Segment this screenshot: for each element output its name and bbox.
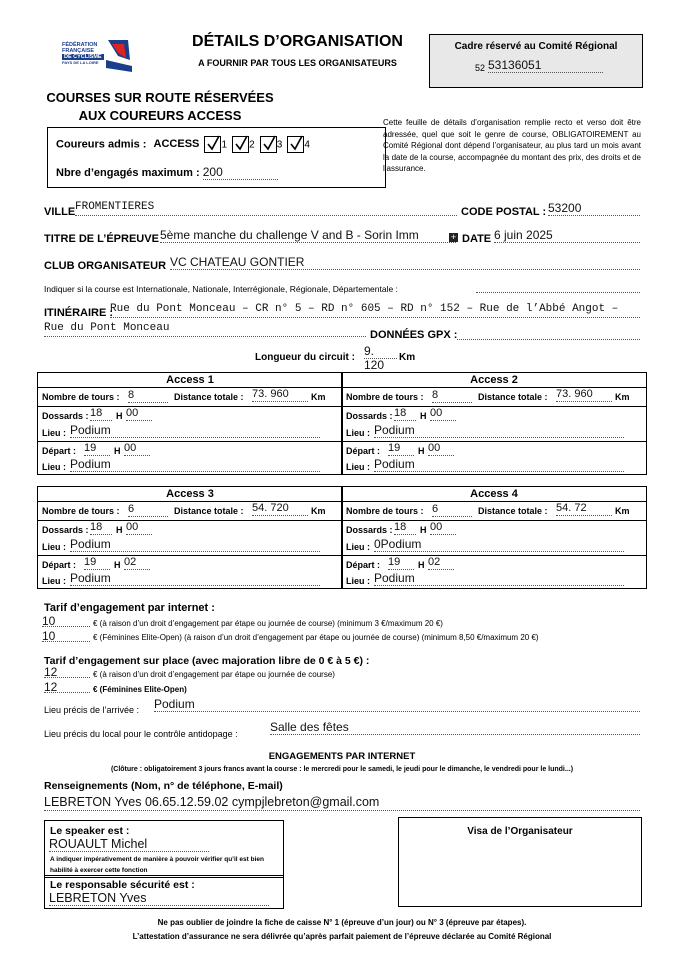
tours-label: Nombre de tours : [346, 392, 424, 402]
engagements-title: ENGAGEMENTS PAR INTERNET [268, 751, 416, 762]
securite-input[interactable]: LEBRETON Yves [49, 891, 269, 906]
depart-minute-input[interactable]: 02 [124, 556, 150, 570]
max-value[interactable]: 200 [203, 165, 278, 180]
distance-input[interactable]: 73. 960 [252, 388, 308, 402]
distance-label: Distance totale : [174, 392, 244, 402]
tarif-place-title: Tarif d’engagement sur place (avec majoration libre de 0 € à 5 €) : [44, 655, 370, 667]
itin-line2[interactable]: Rue du Pont Monceau [44, 322, 366, 337]
depart-label: Départ : [42, 560, 77, 570]
page-subtitle: A FOURNIR PAR TOUS LES ORGANISATEURS [198, 58, 397, 68]
depart-hour-input[interactable]: 19 [388, 442, 414, 456]
depart-hour-input[interactable]: 19 [84, 556, 110, 570]
date-input[interactable]: 6 juin 2025 [494, 228, 640, 243]
lieu-dossards-input[interactable]: Podium [70, 537, 320, 552]
tours-row [38, 388, 342, 407]
tours-input[interactable]: 6 [128, 503, 168, 517]
securite-box [44, 875, 284, 909]
gpx-label: DONNÉES GPX : [370, 329, 458, 341]
dossards-label: Dossards : [346, 411, 393, 421]
tours-row [342, 502, 646, 521]
dossards-row [342, 407, 646, 442]
circuit-input[interactable]: 9. 120 [364, 344, 397, 359]
distance-label: Distance totale : [174, 506, 244, 516]
lieu-label: Lieu : [42, 542, 66, 552]
dossards-row [38, 521, 342, 556]
access-1-label: 1 [221, 139, 227, 151]
lieu-label: Lieu : [346, 542, 370, 552]
tarif-place-t1: € (à raison d’un droit d’engagement par étape ou journée de course) [93, 670, 335, 679]
intro-text: Cette feuille de détails d’organisation remplie recto et verso doit être adressée, quel que soit le genre de course, OBLIGATOIREMENT au Comité Régional dont dépend l’organisateur, au plus tard un mois avant la date de la course, accompagnée du montant des prix, des droits et de l’assurance. [383, 118, 641, 173]
distance-input[interactable]: 54. 72 [556, 502, 612, 516]
depart-label: Départ : [346, 446, 381, 456]
footer-line1: Ne pas oublier de joindre la fiche de caisse N° 1 (épreuve d’un jour) ou N° 3 (épreuve par étapes). [157, 918, 527, 927]
page-title: DÉTAILS D’ORGANISATION [192, 33, 403, 50]
course-type-line1: COURSES SUR ROUTE RÉSERVÉES [46, 90, 274, 105]
itin-line1[interactable]: Rue du Pont Monceau – CR n° 5 – RD n° 605 – RD n° 152 – Rue de l’Abbé Angot – [110, 303, 640, 318]
logo-text-4: PAYS DE LA LOIRE [62, 60, 99, 65]
lieu-label: Lieu : [42, 576, 66, 586]
cp-input[interactable]: 53200 [548, 201, 640, 216]
indiquer-label: Indiquer si la course est Internationale, Nationale, Interrégionale, Régionale, Départementale : [44, 284, 398, 294]
date-label: DATE [462, 233, 492, 245]
circuit-unit: Km [399, 352, 416, 363]
tours-row [342, 388, 646, 407]
h-label: H [420, 525, 427, 535]
dossards-minute-input[interactable]: 00 [430, 521, 456, 535]
h-label: H [114, 446, 121, 456]
visa-box [398, 817, 642, 907]
ville-label: VILLE [44, 206, 76, 218]
dossards-label: Dossards : [42, 525, 89, 535]
distance-input[interactable]: 54. 720 [252, 502, 308, 516]
admis-label: Coureurs admis : [56, 138, 147, 151]
dossards-row [38, 407, 342, 442]
access-table-title: Access 2 [342, 373, 646, 388]
depart-minute-input[interactable]: 00 [428, 442, 454, 456]
max-row [56, 165, 278, 180]
lieu-depart-input[interactable]: Podium [374, 571, 624, 586]
dossards-hour-input[interactable]: 18 [394, 521, 416, 535]
depart-row [342, 556, 646, 588]
tours-label: Nombre de tours : [346, 506, 424, 516]
depart-minute-input[interactable]: 00 [124, 442, 150, 456]
access-4-label: 4 [304, 139, 310, 151]
antidopage-input[interactable]: Salle des fêtes [270, 720, 640, 735]
access-1-checkbox[interactable] [204, 136, 221, 153]
tours-input[interactable]: 6 [432, 503, 472, 517]
access-label: ACCESS [153, 138, 200, 151]
tarif-place-t2: € (Féminines Elite-Open) [93, 685, 187, 694]
lieu-label: Lieu : [346, 428, 370, 438]
club-input[interactable]: VC CHATEAU GONTIER [170, 255, 640, 270]
ffc-logo [58, 38, 134, 76]
check-icon [206, 135, 220, 151]
lieu-dossards-input[interactable]: 0Podium [374, 537, 624, 552]
access-2-label: 2 [249, 139, 255, 151]
course-type-line2: AUX COUREURS ACCESS [78, 108, 242, 123]
lieu-dossards-input[interactable]: Podium [70, 423, 320, 438]
tours-input[interactable]: 8 [432, 389, 472, 403]
dossards-row [342, 521, 646, 556]
access-table-title: Access 1 [38, 373, 342, 388]
logo-text-1: FÉDÉRATION [62, 42, 98, 48]
depart-minute-input[interactable]: 02 [428, 556, 454, 570]
speaker-input[interactable]: ROUAULT Michel [49, 837, 209, 852]
depart-label: Départ : [346, 560, 381, 570]
club-label: CLUB ORGANISATEUR [44, 260, 167, 272]
access-table-title: Access 4 [342, 487, 646, 502]
lieu-label: Lieu : [42, 428, 66, 438]
circuit-label: Longueur du circuit : [255, 352, 355, 363]
tarif-internet-v1[interactable]: 10 [42, 614, 90, 627]
distance-input[interactable]: 73. 960 [556, 388, 612, 402]
depart-hour-input[interactable]: 19 [84, 442, 110, 456]
dossards-minute-input[interactable]: 00 [126, 407, 152, 421]
rens-input[interactable]: LEBRETON Yves 06.65.12.59.02 cympjlebreton@gmail.com [44, 795, 640, 811]
tours-input[interactable]: 8 [128, 389, 168, 403]
check-icon [289, 135, 303, 151]
engagements-cloture: (Clôture : obligatoirement 3 jours francs avant la course : le mercredi pour le samedi, le jeudi pour le dimanche, le vendredi pour le lundi...) [110, 766, 574, 773]
admis-row [56, 136, 310, 153]
lieu-depart-input[interactable]: Podium [70, 571, 320, 586]
distance-label: Distance totale : [478, 392, 548, 402]
tarif-place-v1[interactable]: 12 [44, 665, 90, 678]
logo-text-3: DE CYCLISME [64, 54, 102, 60]
depart-row [342, 442, 646, 474]
antidopage-label: Lieu précis du local pour le contrôle antidopage : [44, 729, 238, 739]
tarif-internet-title: Tarif d’engagement par internet : [44, 602, 215, 614]
speaker-note: A indiquer impérativement de manière à pouvoir vérifier qu’il est bien habilité à exercer cette fonction [50, 856, 264, 874]
ville-input[interactable]: FROMENTIERES [75, 201, 457, 216]
h-label: H [116, 411, 123, 421]
access-table-4 [341, 486, 647, 589]
lieu-depart-input[interactable]: Podium [374, 457, 624, 472]
arrivee-input[interactable]: Podium [154, 697, 640, 712]
tours-label: Nombre de tours : [42, 506, 120, 516]
tarif-internet-v2[interactable]: 10 [42, 629, 90, 642]
lieu-label: Lieu : [346, 462, 370, 472]
access-table-2 [341, 372, 647, 475]
h-label: H [114, 560, 121, 570]
lieu-depart-input[interactable]: Podium [70, 457, 320, 472]
visa-label: Visa de l’Organisateur [467, 826, 573, 837]
access-4-checkbox[interactable] [287, 136, 304, 153]
lieu-dossards-input[interactable]: Podium [374, 423, 624, 438]
itin-label: ITINÉRAIRE : [44, 307, 114, 319]
titre-input[interactable]: 5ème manche du challenge V and B - Sorin Imm [160, 228, 456, 243]
depart-hour-input[interactable]: 19 [388, 556, 414, 570]
arrivee-label: Lieu précis de l’arrivée : [44, 705, 140, 715]
distance-label: Distance totale : [478, 506, 548, 516]
h-label: H [418, 560, 425, 570]
regional-number: 53136051 [488, 58, 603, 73]
tours-row [38, 502, 342, 521]
max-label: Nbre d’engagés maximum : [56, 167, 200, 179]
footer-line2: L’attestation d’assurance ne sera délivrée qu’après parfait paiement de l’épreuve déclarée au Comité Régional [132, 932, 552, 941]
access-table-3 [37, 486, 343, 589]
km-label: Km [311, 506, 326, 516]
admis-box [47, 127, 386, 188]
km-label: Km [615, 506, 630, 516]
securite-label: Le responsable sécurité est : [50, 879, 195, 891]
dossards-hour-input[interactable]: 18 [394, 407, 416, 421]
rens-label: Renseignements (Nom, n° de téléphone, E-mail) [44, 780, 283, 792]
km-label: Km [311, 392, 326, 402]
h-label: H [418, 446, 425, 456]
dossards-hour-input[interactable]: 18 [90, 521, 112, 535]
h-label: H [420, 411, 427, 421]
dossards-label: Dossards : [346, 525, 393, 535]
depart-row [38, 556, 342, 588]
access-table-title: Access 3 [38, 487, 342, 502]
km-label: Km [615, 392, 630, 402]
lieu-label: Lieu : [346, 576, 370, 586]
dossards-minute-input[interactable]: 00 [430, 407, 456, 421]
regional-box [429, 34, 643, 88]
tours-label: Nombre de tours : [42, 392, 120, 402]
dossards-label: Dossards : [42, 411, 89, 421]
access-2-checkbox[interactable] [232, 136, 249, 153]
depart-label: Départ : [42, 446, 77, 456]
speaker-label: Le speaker est : [50, 825, 130, 837]
access-table-1 [37, 372, 343, 475]
indiquer-input[interactable] [476, 283, 640, 293]
check-icon [234, 135, 248, 151]
regional-box-title: Cadre réservé au Comité Régional [454, 41, 618, 52]
titre-label: TITRE DE L’ÉPREUVE [44, 233, 159, 245]
dossards-hour-input[interactable]: 18 [90, 407, 112, 421]
cp-label: CODE POSTAL : [461, 206, 547, 218]
access-3-checkbox[interactable] [260, 136, 277, 153]
tarif-place-v2[interactable]: 12 [44, 680, 90, 693]
plus-icon[interactable]: + [450, 232, 457, 242]
h-label: H [116, 525, 123, 535]
check-icon [262, 135, 276, 151]
access-3-label: 3 [276, 139, 283, 151]
speaker-box [44, 820, 284, 878]
gpx-input[interactable] [457, 325, 640, 340]
regional-prefix: 52 [475, 63, 486, 73]
logo-text-2: FRANÇAISE [62, 48, 95, 54]
tarif-internet-t1: € (à raison d’un droit d’engagement par étape ou journée de course) (minimum 3 €/maximum 20 €) [93, 619, 443, 628]
lieu-label: Lieu : [42, 462, 66, 472]
dossards-minute-input[interactable]: 00 [126, 521, 152, 535]
tarif-internet-t2: € (Féminines Elite-Open) (à raison d’un droit d’engagement par étape ou journée de course) (minimum 8,50 €/maximum 20 €) [93, 633, 539, 642]
depart-row [38, 442, 342, 474]
